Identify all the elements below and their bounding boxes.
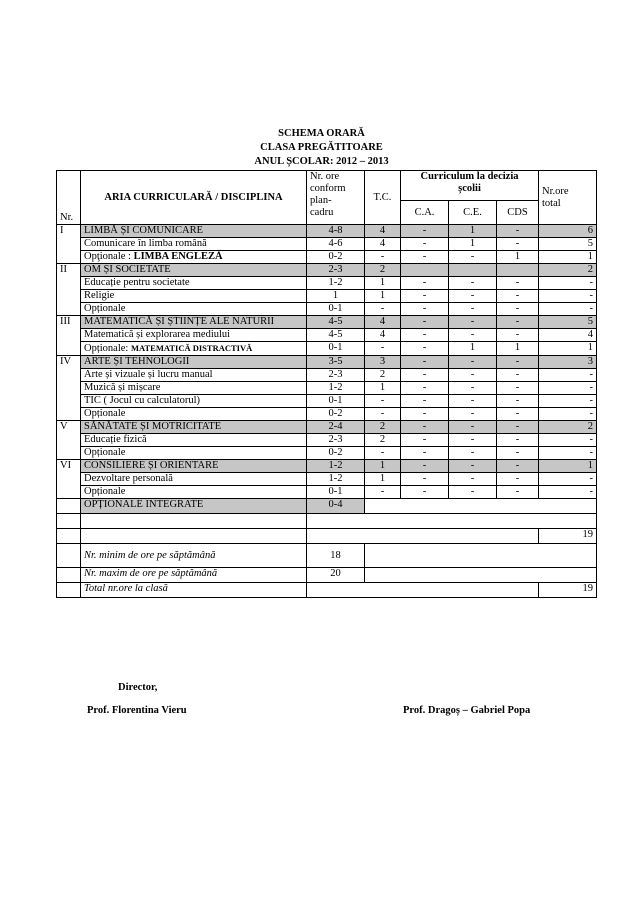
cell-tc: 2 [365, 421, 401, 434]
cell-nr [57, 434, 81, 447]
discipline-row [57, 342, 597, 356]
cell-tc: 4 [365, 238, 401, 251]
cell-discipline: Religie [81, 290, 307, 303]
area-row [57, 225, 597, 238]
cell-tc: 1 [365, 290, 401, 303]
cell-tc: 2 [365, 369, 401, 382]
optional-prefix: Opţionale : [84, 251, 134, 262]
cell-ca: - [401, 447, 449, 460]
integrated-name: OPȚIONALE INTEGRATE [81, 499, 307, 514]
cell-total: - [539, 277, 597, 290]
discipline-row [57, 238, 597, 251]
header-cds-group: Curriculum la decizia școlii [401, 171, 539, 201]
cell-ca: - [401, 434, 449, 447]
cell-discipline: Opționale [81, 447, 307, 460]
cell-empty [81, 514, 307, 529]
cell-total: - [539, 473, 597, 486]
schedule-table [56, 170, 597, 598]
max-hours-label: Nr. maxim de ore pe săptămână [81, 568, 307, 583]
cell-nr [57, 290, 81, 303]
cell-cds: - [497, 316, 539, 329]
header-ca: C.A. [401, 201, 449, 225]
cell-ce: - [449, 382, 497, 395]
cell-discipline: Educație fizică [81, 434, 307, 447]
cell-ca: - [401, 290, 449, 303]
header-area: ARIA CURRICULARĂ / DISCIPLINA [81, 171, 307, 225]
cell-discipline [81, 342, 307, 356]
cell-total: 1 [539, 251, 597, 264]
cell-total: - [539, 290, 597, 303]
cell-tc: - [365, 447, 401, 460]
cell-tc: 1 [365, 460, 401, 473]
cell-discipline: Opționale [81, 486, 307, 499]
class-total-value: 19 [539, 583, 597, 598]
discipline-row [57, 434, 597, 447]
cell-plan-hours: 4-5 [307, 316, 365, 329]
title-schema: SCHEMA ORARĂ [278, 128, 365, 139]
cell-ce: 1 [449, 238, 497, 251]
cell-nr: I [57, 225, 81, 238]
title-school-year: ANUL ȘCOLAR: 2012 – 2013 [254, 156, 389, 167]
cell-tc: 1 [365, 382, 401, 395]
cell-tc: 4 [365, 329, 401, 342]
cell-ca: - [401, 329, 449, 342]
cell-cds: - [497, 356, 539, 369]
cell-plan-hours: 2-3 [307, 264, 365, 277]
cell-ce: - [449, 473, 497, 486]
optional-subject: LIMBA ENGLEZĂ [133, 251, 223, 262]
discipline-row [57, 382, 597, 395]
cell-nr: II [57, 264, 81, 277]
cell-ca: - [401, 356, 449, 369]
cell-ce: - [449, 447, 497, 460]
cell-ca: - [401, 238, 449, 251]
cell-cds: - [497, 473, 539, 486]
cell-cds: - [497, 225, 539, 238]
cell-empty [365, 499, 597, 514]
cell-tc: - [365, 395, 401, 408]
area-row [57, 316, 597, 329]
blank-total-row [57, 529, 597, 544]
min-hours-label: Nr. minim de ore pe săptămână [81, 544, 307, 568]
cell-discipline: Opționale [81, 408, 307, 421]
cell-nr [57, 447, 81, 460]
cell-tc: 3 [365, 356, 401, 369]
cell-empty [81, 529, 307, 544]
header-plan-hours: Nr. ore conform plan- cadru [307, 171, 365, 225]
cell-plan-hours: 0-1 [307, 395, 365, 408]
cell-cds: 1 [497, 342, 539, 356]
cell-plan-hours: 2-3 [307, 369, 365, 382]
integrated-row [57, 499, 597, 514]
cell-tc: 4 [365, 316, 401, 329]
cell-discipline [81, 251, 307, 264]
cell-nr [57, 251, 81, 264]
cell-total: - [539, 303, 597, 316]
cell-tc: - [365, 342, 401, 356]
cell-cds: - [497, 303, 539, 316]
cell-nr [57, 408, 81, 421]
cell-nr: III [57, 316, 81, 329]
cell-empty [307, 529, 539, 544]
cell-tc: 2 [365, 264, 401, 277]
cell-cds: - [497, 421, 539, 434]
cell-plan-hours: 4-5 [307, 329, 365, 342]
cell-ce: - [449, 251, 497, 264]
cell-tc: - [365, 251, 401, 264]
discipline-row [57, 408, 597, 421]
cell-plan-hours: 0-1 [307, 342, 365, 356]
cell-ca: - [401, 369, 449, 382]
cell-nr [57, 486, 81, 499]
director-label: Director, [118, 682, 158, 693]
cell-nr: VI [57, 460, 81, 473]
cell-ca: - [401, 395, 449, 408]
cell-cds: - [497, 382, 539, 395]
header-nr: Nr. [57, 171, 81, 225]
cell-ca: - [401, 421, 449, 434]
cell-ce: 1 [449, 225, 497, 238]
blank-total-value: 19 [539, 529, 597, 544]
cell-cds: - [497, 277, 539, 290]
cell-total: 5 [539, 238, 597, 251]
cell-ca: - [401, 225, 449, 238]
cell-plan-hours: 1-2 [307, 460, 365, 473]
cell-ce: - [449, 329, 497, 342]
cell-cds: 1 [497, 251, 539, 264]
director-name: Prof. Florentina Vieru [87, 705, 187, 716]
schedule-footer [57, 499, 597, 598]
min-hours-row [57, 544, 597, 568]
optional-subject: MATEMATICĂ DISTRACTIVĂ [130, 343, 253, 353]
document-title [0, 127, 638, 169]
header-tc: T.C. [365, 171, 401, 225]
cell-plan-hours: 4-8 [307, 225, 365, 238]
cell-ca: - [401, 382, 449, 395]
cell-discipline: OM ȘI SOCIETATE [81, 264, 307, 277]
schedule-body [57, 225, 597, 499]
cell-total: - [539, 395, 597, 408]
discipline-row [57, 486, 597, 499]
cell-cds: - [497, 434, 539, 447]
cell-empty [365, 544, 597, 568]
cell-total: - [539, 382, 597, 395]
cell-ce: - [449, 421, 497, 434]
cell-nr [57, 277, 81, 290]
cell-total: - [539, 408, 597, 421]
cell-nr [57, 303, 81, 316]
cell-discipline: CONSILIERE ȘI ORIENTARE [81, 460, 307, 473]
header-ce: C.E. [449, 201, 497, 225]
area-row [57, 356, 597, 369]
cell-total: 1 [539, 342, 597, 356]
cell-tc: - [365, 408, 401, 421]
cell-nr: V [57, 421, 81, 434]
cell-ce: - [449, 290, 497, 303]
cell-discipline: Comunicare în limba română [81, 238, 307, 251]
cell-cds: - [497, 460, 539, 473]
cell-plan-hours: 0-1 [307, 486, 365, 499]
cell-ce: - [449, 395, 497, 408]
cell-ca [401, 264, 449, 277]
discipline-row [57, 290, 597, 303]
cell-empty [365, 568, 597, 583]
cell-ca: - [401, 408, 449, 421]
cell-plan-hours: 1-2 [307, 382, 365, 395]
cell-ca: - [401, 251, 449, 264]
area-row [57, 421, 597, 434]
discipline-row [57, 329, 597, 342]
cell-nr [57, 238, 81, 251]
cell-cds: - [497, 486, 539, 499]
cell-discipline: Muzică și mișcare [81, 382, 307, 395]
cell-total: 1 [539, 460, 597, 473]
cell-nr [57, 499, 81, 514]
max-hours-row [57, 568, 597, 583]
cell-empty [307, 583, 539, 598]
area-row [57, 460, 597, 473]
cell-discipline: Opționale [81, 303, 307, 316]
cell-total: 4 [539, 329, 597, 342]
cell-plan-hours: 0-2 [307, 251, 365, 264]
cell-discipline: ARTE ȘI TEHNOLOGII [81, 356, 307, 369]
cell-ce: - [449, 277, 497, 290]
cell-plan-hours: 0-2 [307, 408, 365, 421]
min-hours-value: 18 [307, 544, 365, 568]
cell-plan-hours: 1 [307, 290, 365, 303]
cell-ce: - [449, 303, 497, 316]
cell-discipline: SĂNĂTATE ȘI MOTRICITATE [81, 421, 307, 434]
cell-ce: - [449, 486, 497, 499]
cell-tc: 1 [365, 277, 401, 290]
integrated-hours: 0-4 [307, 499, 365, 514]
cell-nr [57, 342, 81, 356]
cell-ca: - [401, 277, 449, 290]
cell-nr [57, 369, 81, 382]
cell-total: - [539, 486, 597, 499]
cell-ce: - [449, 369, 497, 382]
cell-ce: - [449, 316, 497, 329]
cell-nr: IV [57, 356, 81, 369]
cell-total: 3 [539, 356, 597, 369]
class-total-label: Total nr.ore la clasă [81, 583, 307, 598]
header-total: Nr.ore total [539, 171, 597, 225]
area-row [57, 264, 597, 277]
cell-tc: 4 [365, 225, 401, 238]
cell-ce: - [449, 460, 497, 473]
cell-ca: - [401, 460, 449, 473]
discipline-row [57, 303, 597, 316]
cell-cds: - [497, 290, 539, 303]
discipline-row [57, 277, 597, 290]
cell-cds: - [497, 329, 539, 342]
cell-cds: - [497, 238, 539, 251]
cell-total: - [539, 434, 597, 447]
cell-plan-hours: 1-2 [307, 473, 365, 486]
cell-total: 2 [539, 264, 597, 277]
cell-plan-hours: 0-1 [307, 303, 365, 316]
cell-discipline: MATEMATICĂ ȘI ȘTIINȚE ALE NATURII [81, 316, 307, 329]
cell-total: - [539, 447, 597, 460]
cell-total: 2 [539, 421, 597, 434]
header-cds: CDS [497, 201, 539, 225]
cell-tc: 2 [365, 434, 401, 447]
cell-discipline: TIC ( Jocul cu calculatorul) [81, 395, 307, 408]
discipline-row [57, 473, 597, 486]
cell-ca: - [401, 342, 449, 356]
cell-empty [307, 514, 597, 529]
cell-cds [497, 264, 539, 277]
cell-tc: - [365, 303, 401, 316]
cell-plan-hours: 0-2 [307, 447, 365, 460]
cell-total: 6 [539, 225, 597, 238]
cell-ce: - [449, 408, 497, 421]
cell-total: - [539, 369, 597, 382]
cell-nr [57, 382, 81, 395]
discipline-row [57, 251, 597, 264]
cell-ce: - [449, 434, 497, 447]
cell-plan-hours: 4-6 [307, 238, 365, 251]
cell-ca: - [401, 316, 449, 329]
blank-row [57, 514, 597, 529]
cell-tc: - [365, 486, 401, 499]
cell-ca: - [401, 473, 449, 486]
max-hours-value: 20 [307, 568, 365, 583]
cell-nr [57, 329, 81, 342]
cell-cds: - [497, 395, 539, 408]
cell-total: 5 [539, 316, 597, 329]
cell-ca: - [401, 303, 449, 316]
cell-discipline: Arte și vizuale și lucru manual [81, 369, 307, 382]
cell-tc: 1 [365, 473, 401, 486]
cell-ce: - [449, 356, 497, 369]
discipline-row [57, 395, 597, 408]
cell-ce [449, 264, 497, 277]
cell-discipline: Dezvoltare personală [81, 473, 307, 486]
cell-discipline: LIMBĂ ȘI COMUNICARE [81, 225, 307, 238]
discipline-row [57, 369, 597, 382]
cell-discipline: Matematică și explorarea mediului [81, 329, 307, 342]
cell-nr [57, 395, 81, 408]
cell-discipline: Educație pentru societate [81, 277, 307, 290]
class-total-row [57, 583, 597, 598]
cell-plan-hours: 3-5 [307, 356, 365, 369]
cell-cds: - [497, 369, 539, 382]
cell-plan-hours: 2-4 [307, 421, 365, 434]
title-class: CLASA PREGĂTITOARE [260, 142, 383, 153]
cell-cds: - [497, 447, 539, 460]
cell-ca: - [401, 486, 449, 499]
optional-prefix: Opționale: [84, 343, 131, 354]
cell-nr [57, 473, 81, 486]
cell-plan-hours: 2-3 [307, 434, 365, 447]
cell-plan-hours: 1-2 [307, 277, 365, 290]
cell-ce: 1 [449, 342, 497, 356]
teacher-name: Prof. Dragoș – Gabriel Popa [403, 705, 531, 716]
cell-cds: - [497, 408, 539, 421]
discipline-row [57, 447, 597, 460]
